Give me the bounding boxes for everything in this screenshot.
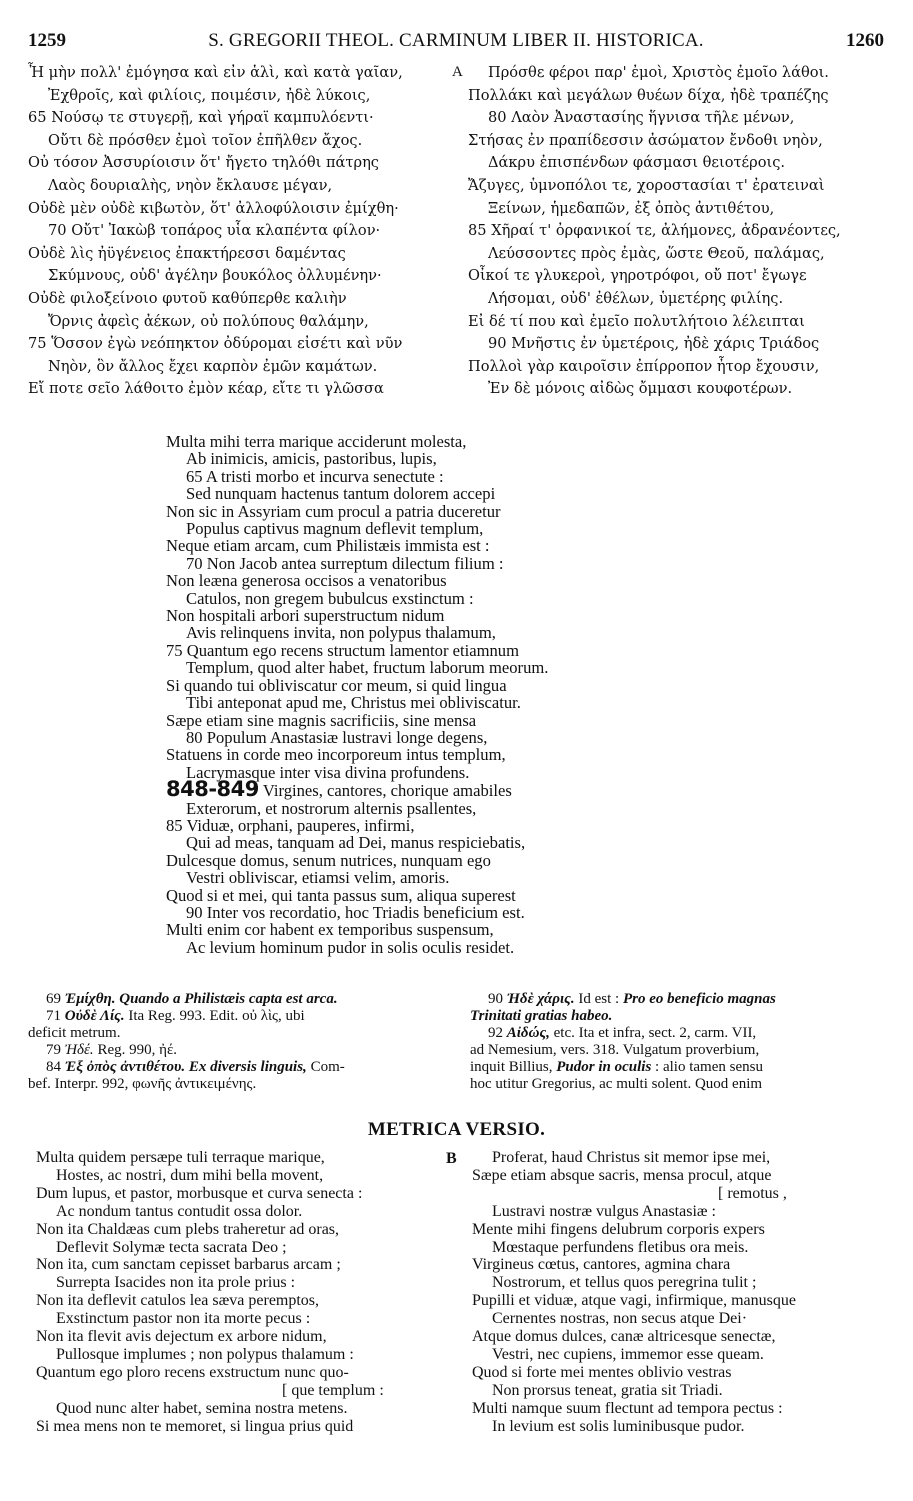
greek-verse: Οὐδὲ λὶς ἠϋγένειος ἐπακτήρεσσι δαμέντας	[28, 244, 346, 262]
page-number-right: 1260	[846, 30, 884, 51]
note-text: etc. Ita et infra, sect. 2, carm. VII,	[553, 1025, 757, 1041]
latin-line: Non hospitali arbori superstructum nidum	[166, 606, 445, 626]
latin-line: Avis relinquens invita, non polypus thalamum,	[186, 623, 496, 643]
note-lemma: Ἠδὲ χάρις.	[506, 991, 575, 1007]
note-71	[28, 1008, 458, 1025]
metrica-versio-left-column	[36, 1149, 456, 1436]
metric-line: Non ita flevit avis dejectum ex arbore nidum,	[36, 1328, 327, 1346]
greek-verse: 90 Μνῆστις ἐν ὑμετέροις, ἠδὲ χάρις Τριάδος	[488, 335, 820, 353]
greek-verse: Πρόσθε φέροι παρ' ἐμοὶ, Χριστὸς ἐμοῖο λάθοι.	[488, 64, 829, 81]
latin-line: Templum, quod alter habet, fructum laborum meorum.	[186, 658, 549, 678]
note-greek: οὐ λὶς,	[242, 1008, 282, 1024]
note-84	[28, 1059, 458, 1076]
metric-line: Deflevit Solymæ tecta sacrata Deo ;	[56, 1238, 287, 1256]
greek-verse: Νηὸν, ὃν ἄλλος ἔχει καρπὸν ἐμῶν καμάτων.	[48, 357, 378, 375]
note-text: Ita Reg. 993. Edit.	[128, 1008, 239, 1024]
greek-verse: Στήσας ἐν πραπίδεσσιν ἀσώματον ἔνδοθι νηὸν,	[468, 131, 823, 149]
note-ref: 90	[488, 991, 503, 1007]
greek-verse: 70 Οὔτ' Ἰακὼβ τοπάρος υἷα κλαπέντα φίλον·	[48, 222, 381, 240]
latin-line: Ac levium hominum pudor in solis oculis residet.	[186, 937, 515, 957]
greek-verse: Εἰ δέ τί που καὶ ἐμεῖο πολυτλήτοιο λέλειπται	[468, 312, 805, 330]
latin-line: Non sic in Assyriam cum procul a patria duceretur	[166, 501, 501, 521]
note-line	[28, 1076, 458, 1093]
metric-line: Non ita Chaldæas cum plebs traheretur ad oras,	[36, 1220, 340, 1238]
metric-line-continuation: [ remotus ,	[718, 1184, 787, 1202]
note-line: hoc utitur Gregorius, ac multi solent. Quod enim	[470, 1076, 763, 1092]
note-ref: 71	[46, 1008, 61, 1024]
column-reference: 848-849	[166, 777, 259, 802]
metric-line: Surrepta Isacides non ita prole prius :	[56, 1274, 296, 1292]
note-text: : alio tamen sensu	[655, 1059, 763, 1075]
greek-verse: Λεύσσοντες πρὸς ἐμὰς, ὥστε Θεοῦ, παλάμας,	[488, 244, 825, 262]
metric-line: Non prorsus teneat, gratia sit Triadi.	[492, 1381, 723, 1399]
latin-line: Populus captivus magnum deflevit templum,	[186, 519, 484, 539]
latin-line: 85 Viduæ, orphani, pauperes, infirmi,	[166, 815, 415, 835]
latin-line: Non leæna generosa occisos a venatoribus	[166, 571, 447, 591]
greek-verse: Ἦ μὴν πολλ' ἐμόγησα καὶ εἰν ἁλὶ, καὶ κατὰ γαῖαν,	[28, 64, 403, 81]
note-line	[470, 1059, 882, 1076]
latin-line: Sed nunquam hactenus tantum dolorem accepi	[186, 484, 496, 504]
note-69	[28, 991, 458, 1008]
greek-verse: Οὐδὲ φιλοξείνοιο φυτοῦ καθύπερθε καλιὴν	[28, 289, 347, 307]
metric-line: Virgineus cœtus, cantores, agmina chara	[472, 1256, 731, 1274]
latin-line: Tibi anteponat apud me, Christus mei obliviscatur.	[186, 693, 521, 713]
metric-line: Cernentes nostras, non secus atque Dei·	[492, 1310, 748, 1328]
metric-line: Pupilli et viduæ, atque vagi, infirmique, manusque	[472, 1292, 796, 1310]
latin-line: 65 A tristi morbo et incurva senectute :	[186, 466, 444, 486]
latin-line: Sæpe etiam sine magnis sacrificiis, sine mensa	[166, 710, 477, 730]
latin-line: Lacrymasque inter visa divina profundens.	[186, 762, 470, 782]
greek-verse: Ἄζυγες, ὑμνοπόλοι τε, χοροστασίαι τ' ἐρατειναὶ	[468, 176, 825, 194]
note-line: deficit metrum.	[28, 1025, 121, 1041]
metric-line: Mœstaque perfundens fletibus ora meis.	[492, 1238, 749, 1256]
metric-line: Atque domus dulces, canæ altricesque senectæ,	[472, 1328, 776, 1346]
notes-left-column	[28, 991, 458, 1093]
note-ref: 69	[46, 991, 61, 1007]
greek-text-right-column	[468, 62, 888, 401]
column-marker-b: B	[446, 1150, 457, 1167]
latin-line: Statuens in corde meo incorporeum intus templum,	[166, 745, 506, 765]
greek-verse: Οὐ τόσον Ἀσσυρίοισιν ὅτ' ἤγετο τηλόθι πάτρης	[28, 154, 379, 172]
metric-line: Quantum ego ploro recens exstructum nunc quo-	[36, 1363, 349, 1381]
metric-line: Non ita, cum sanctam cepisset barbarus arcam ;	[36, 1256, 341, 1274]
note-text: ubi	[285, 1008, 305, 1024]
metric-line: Si mea mens non te memoret, si lingua prius quid	[36, 1417, 354, 1435]
note-ref: 79	[46, 1042, 61, 1058]
greek-verse: Ὄρνις ἀφεὶς ἀέκων, οὐ πολύπους θαλάμην,	[48, 312, 369, 330]
metric-line-continuation: [ que templum :	[282, 1381, 384, 1399]
note-text: Com-	[310, 1059, 345, 1075]
note-text: inquit Billius,	[470, 1059, 553, 1075]
metric-line: Sæpe etiam absque sacris, mensa procul, atque	[472, 1166, 772, 1184]
greek-verse: 75 Ὅσσον ἐγὼ νεόπηκτον ὀδύρομαι εἰσέτι καὶ νῦν	[28, 335, 403, 353]
note-90	[470, 991, 882, 1008]
metric-line: Lustravi nostræ vulgus Anastasiæ :	[492, 1202, 716, 1220]
metric-line: Multi namque suum flectunt ad tempora pectus :	[472, 1399, 783, 1417]
latin-line: Vestri obliviscar, etiamsi velim, amoris.	[186, 868, 450, 888]
latin-line: Neque etiam arcam, cum Philistæis immista est :	[166, 536, 490, 556]
note-text: Pudor in oculis	[556, 1059, 652, 1075]
greek-verse: Ἐν δὲ μόνοις αἰδὼς ὄμμασι κουφοτέρων.	[488, 380, 793, 398]
greek-verse: Ἐχθροῖς, καὶ φιλίοις, ποιμέσιν, ἠδὲ λύκοις,	[48, 86, 371, 104]
greek-verse: Δάκρυ ἐπισπένδων φάσμασι θειοτέροις.	[488, 154, 786, 172]
greek-verse: Οἶκοί τε γλυκεροὶ, γηροτρόφοι, οὔ ποτ' ἔγωγε	[468, 267, 807, 285]
column-marker-a: A	[452, 64, 463, 80]
latin-line: Si quando tui obliviscatur cor meum, si quid lingua	[166, 675, 507, 695]
note-greek: φωνῆς ἀντικειμένης.	[132, 1076, 257, 1092]
note-79	[28, 1042, 458, 1059]
metric-line: In levium est solis luminibusque pudor.	[492, 1417, 745, 1435]
page-number-left: 1259	[28, 30, 66, 51]
note-line: ad Nemesium, vers. 318. Vulgatum proverbium,	[470, 1042, 760, 1058]
greek-verse: 85 Χῆραί τ' ὀρφανικοί τε, ἀλήμονες, ἀδρανέοντες,	[468, 222, 841, 240]
running-header	[28, 30, 884, 56]
note-text: bef. Interpr. 992,	[28, 1076, 129, 1092]
notes-right-column	[470, 991, 882, 1093]
latin-line: Exterorum, et nostrorum alternis psallentes,	[186, 798, 477, 818]
greek-verse: Εἴ ποτε σεῖο λάθοιτο ἐμὸν κέαρ, εἴτε τι γλῶσσα	[28, 380, 384, 398]
latin-line: 70 Non Jacob antea surreptum dilectum filium :	[186, 553, 504, 573]
metric-line: Dum lupus, et pastor, morbusque et curva senecta :	[36, 1184, 363, 1202]
latin-line: Qui ad meas, tanquam ad Dei, manus respiciebatis,	[186, 833, 526, 853]
note-lemma: Ἐξ ὀπὸς ἀντιθέτου.	[64, 1059, 186, 1075]
note-text: Quando a Philistæis capta est arca.	[119, 991, 338, 1007]
greek-verse: Σκύμνους, οὐδ' ἀγέλην βουκόλος ὀλλυμένην·	[48, 267, 382, 285]
latin-prose-translation	[166, 433, 806, 956]
latin-line: 75 Quantum ego recens structum lamentor etiamnum	[166, 640, 519, 660]
greek-verse: Οὐδὲ μὲν οὐδὲ κιβωτὸν, ὅτ' ἀλλοφύλοισιν ἐμίχθη·	[28, 199, 399, 217]
metric-line: Non ita deflevit catulos lea sæva peremptos,	[36, 1292, 320, 1310]
metrica-versio-right-column	[472, 1149, 892, 1436]
metric-line: Nostrorum, et tellus quos peregrina tulit ;	[492, 1274, 757, 1292]
metric-line: Pullosque implumes ; non polypus thalamum :	[56, 1345, 354, 1363]
latin-line: 80 Populum Anastasiæ lustravi longe degens,	[186, 727, 488, 747]
metric-line: Proferat, haud Christus sit memor ipse mei,	[492, 1149, 771, 1166]
greek-verse: Λαὸς δουριαλὴς, νηὸν ἔκλαυσε μέγαν,	[48, 176, 333, 194]
note-lemma: Ἠδέ.	[64, 1042, 94, 1058]
latin-line: Virgines, cantores, chorique amabiles	[262, 781, 512, 801]
note-text: Ex diversis linguis,	[188, 1059, 307, 1075]
latin-line: Multa mihi terra marique acciderunt molesta,	[166, 432, 467, 451]
latin-line: Dulcesque domus, senum nutrices, nunquam ego	[166, 850, 491, 870]
greek-verse: Πολλάκι καὶ μεγάλων θυέων δίχα, ἠδὲ τραπέζης	[468, 86, 829, 104]
greek-verse: 80 Λαὸν Ἀναστασίης ἥγνισα τῆλε μένων,	[488, 109, 795, 127]
greek-verse: 65 Νούσῳ τε στυγερῇ, καὶ γήραϊ καμπυλόεντι·	[28, 109, 374, 127]
note-lemma: Ἐμίχθη.	[64, 991, 116, 1007]
greek-verse: Οὔτι δὲ πρόσθεν ἐμοὶ τοῖον ἐπῆλθεν ἄχος.	[48, 131, 363, 149]
note-greek: ἠέ.	[159, 1042, 178, 1058]
metric-line: Multa quidem persæpe tuli terraque marique,	[36, 1149, 325, 1166]
note-ref: 84	[46, 1059, 61, 1075]
greek-text-left-column	[28, 62, 468, 401]
note-line: Trinitati gratias habeo.	[470, 1008, 613, 1024]
note-92	[470, 1025, 882, 1042]
latin-line: 90 Inter vos recordatio, hoc Triadis beneficium est.	[186, 902, 525, 922]
metric-line: Quod nunc alter habet, semina nostra metens.	[56, 1399, 348, 1417]
note-text: Reg. 990,	[97, 1042, 156, 1058]
latin-line: Catulos, non gregem bubulcus exstinctum :	[186, 588, 474, 608]
note-text: Id est :	[578, 991, 620, 1007]
note-lemma: Αἰδώς,	[506, 1025, 550, 1041]
greek-verse: Ξείνων, ἡμεδαπῶν, ἐξ ὀπὸς ἀντιθέτου,	[488, 199, 775, 217]
metric-line: Exstinctum pastor non ita morte pecus :	[56, 1310, 311, 1328]
latin-line: Multi enim cor habent ex temporibus suspensum,	[166, 920, 494, 940]
metric-line: Mente mihi fingens delubrum corporis expers	[472, 1220, 765, 1238]
metric-line: Hostes, ac nostri, dum mihi bella movent,	[56, 1166, 324, 1184]
latin-line-with-column-ref	[166, 777, 806, 802]
metric-line: Quod si forte mei mentes oblivio vestras	[472, 1363, 732, 1381]
metric-line: Vestri, nec cupiens, immemor esse queam.	[492, 1345, 764, 1363]
section-title: METRICA VERSIO.	[367, 1119, 546, 1140]
note-text: Pro eo beneficio magnas	[622, 991, 776, 1007]
running-title: S. GREGORII THEOL. CARMINUM LIBER II. HISTORICA.	[208, 30, 704, 51]
greek-verse: Πολλοὶ γὰρ καιροῖσιν ἐπίρροπον ἦτορ ἔχουσιν,	[468, 357, 820, 375]
note-lemma: Οὐδὲ Λίς.	[64, 1008, 125, 1024]
latin-line: Ab inimicis, amicis, pastoribus, lupis,	[186, 449, 437, 469]
latin-line: Quod si et mei, qui tanta passus sum, aliqua superest	[166, 885, 516, 905]
greek-verse: Λήσομαι, οὐδ' ἐθέλων, ὑμετέρης φιλίης.	[488, 289, 784, 307]
metric-line: Ac nondum tantus contudit ossa dolor.	[56, 1202, 303, 1220]
note-ref: 92	[488, 1025, 503, 1041]
